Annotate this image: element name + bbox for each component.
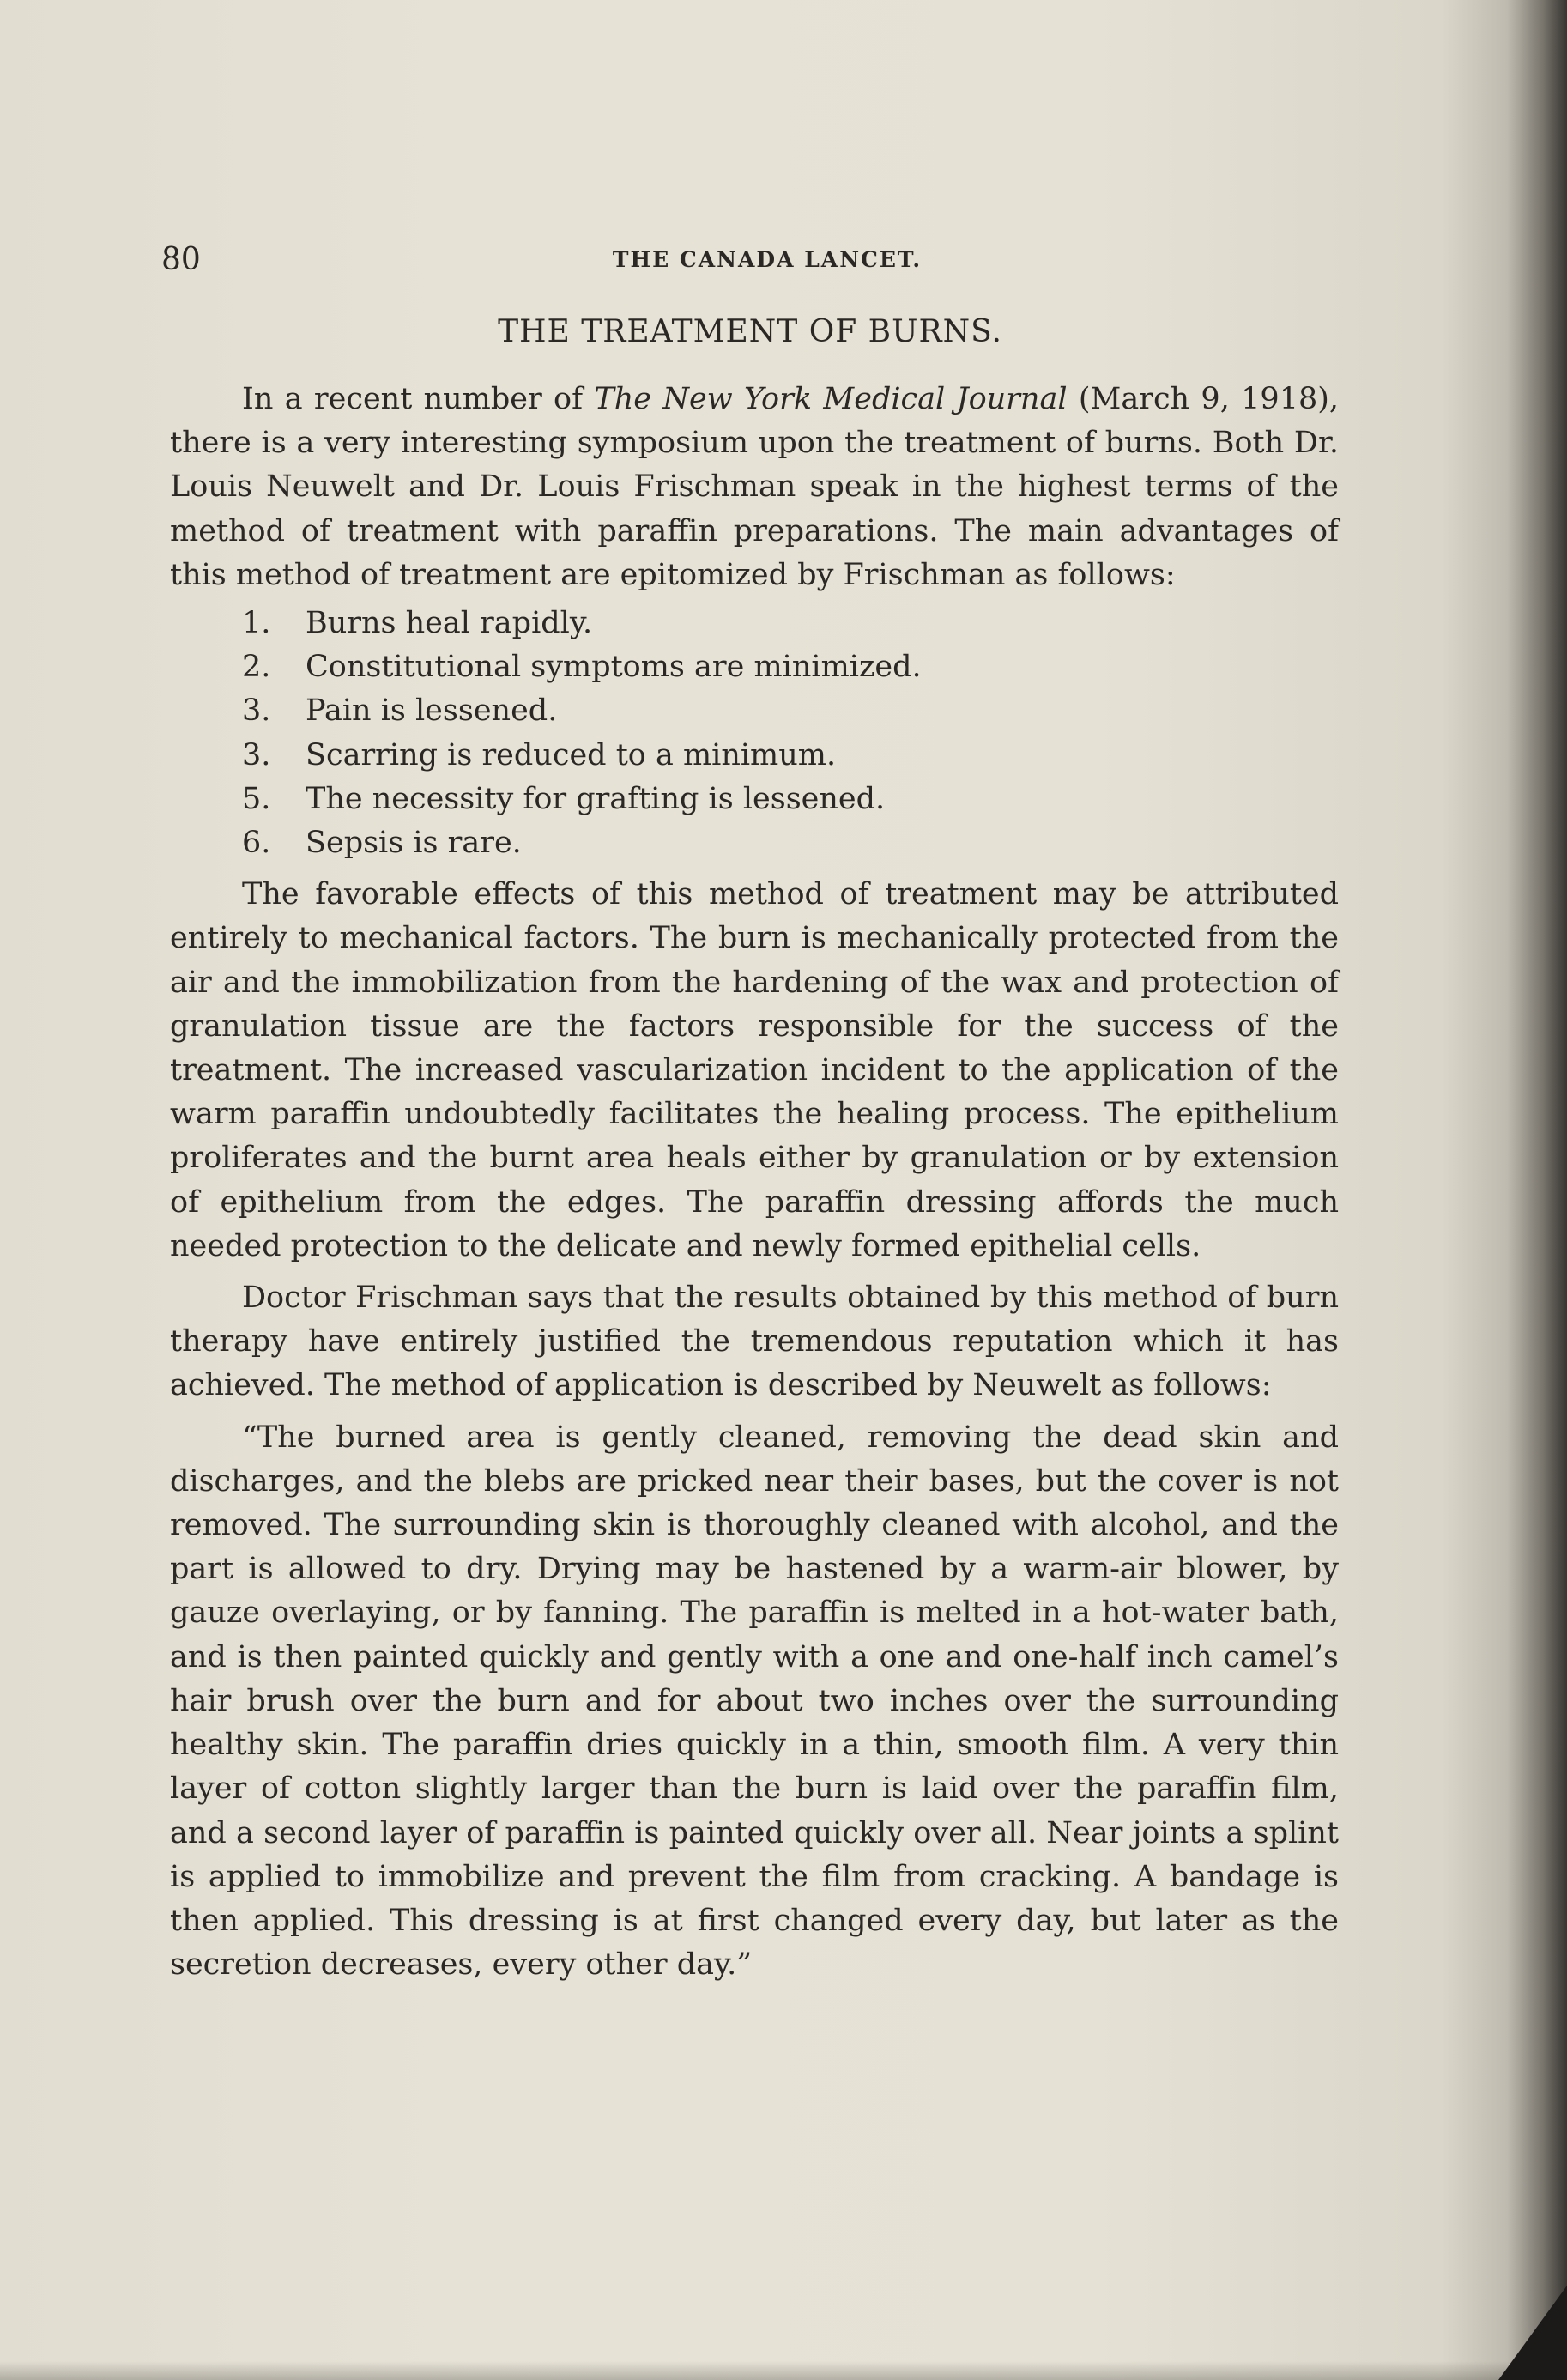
journal-name: THE CANADA LANCET.: [612, 247, 923, 272]
list-item: [170, 689, 1339, 733]
list-item: [170, 734, 1339, 778]
list-item: [170, 821, 1339, 865]
list-item-text: Constitutional symptoms are minimized.: [306, 650, 922, 685]
spine-shadow: [1507, 0, 1567, 2380]
journal-citation: The New York Medical Journal: [594, 382, 1068, 416]
paragraph-intro: [170, 378, 1339, 597]
list-item-number: 6.: [242, 826, 271, 861]
intro-text-before: In a recent number of: [242, 382, 595, 416]
list-item-number: 1.: [242, 606, 271, 641]
list-item-text: Sepsis is rare.: [306, 826, 522, 861]
page-number: 80: [161, 242, 201, 277]
list-item-text: Pain is lessened.: [306, 693, 558, 729]
list-item-text: The necessity for grafting is lessened.: [306, 781, 886, 816]
list-item-text: Scarring is reduced to a minimum.: [306, 737, 837, 772]
list-item-number: 3.: [242, 737, 271, 772]
list-item-number: 3.: [242, 693, 271, 729]
running-head: [161, 239, 1339, 282]
advantages-list: [170, 602, 1339, 865]
paragraph-results: Doctor Frischman says that the results obtained by this method of burn therapy have entirely justified the tremendous reputation which it has achieved. The method of application is described by Neuwelt as follows:: [170, 1281, 1339, 1403]
corner-mark: [1498, 2286, 1567, 2380]
list-item-number: 5.: [242, 781, 271, 816]
paragraph-effects: The favorable effects of this method of treatment may be attributed entirely to mechanical factors. The burn is mechanically protected from the air and the immobilization from the hardening of the wax and protection of granulation tissue are the factors responsible for the success of the treatment. The increased vascularization incident to the application of the warm paraffin undoubtedly facilitates the healing process. The epithelium proliferates and the burnt area heals either by granulation or by extension of epithelium from the edges. The paraffin dressing affords the much needed protection to the delicate and newly formed epithelial cells.: [170, 877, 1339, 1263]
list-item-number: 2.: [242, 650, 271, 685]
article-title: THE TREATMENT OF BURNS.: [498, 314, 1002, 349]
paragraph-quotation: “The burned area is gently cleaned, removing the dead skin and discharges, and the blebs are pricked near their bases, but the cover is not removed. The surrounding skin is thoroughly cleaned with alcohol, and the part is allowed to dry. Drying may be hastened by a warm-air blower, by gauze overlaying, or by fanning. The paraffin is melted in a hot-water bath, and is then painted quickly and gently with a one and one-half inch camel’s hair brush over the burn and for about two inches over the surrounding healthy skin. The paraffin dries quickly in a thin, smooth film. A very thin layer of cotton slightly larger than the burn is laid over the paraffin film, and a second layer of paraffin is painted quickly over all. Near joints a splint is applied to immobilize and prevent the film from cracking. A bandage is then applied. This dressing is at first changed every day, but later as the secretion decreases, every other day.”: [170, 1420, 1339, 1983]
list-item: [170, 645, 1339, 689]
intro-text-after: (March 9, 1918), there is a very interesting symposium upon the treatment of burns. Both Dr. Louis Neuwelt and Dr. Louis Frischman speak in the highest terms of the method of treatment with paraffin preparations. The main advantages of this method of treatment are epitomized by Frischman as follows:: [170, 382, 1340, 592]
list-item-text: Burns heal rapidly.: [306, 606, 593, 641]
list-item: [170, 602, 1339, 645]
list-item: [170, 778, 1339, 821]
bottom-edge-shadow: [0, 2361, 1567, 2380]
article-body: [170, 378, 1339, 1987]
